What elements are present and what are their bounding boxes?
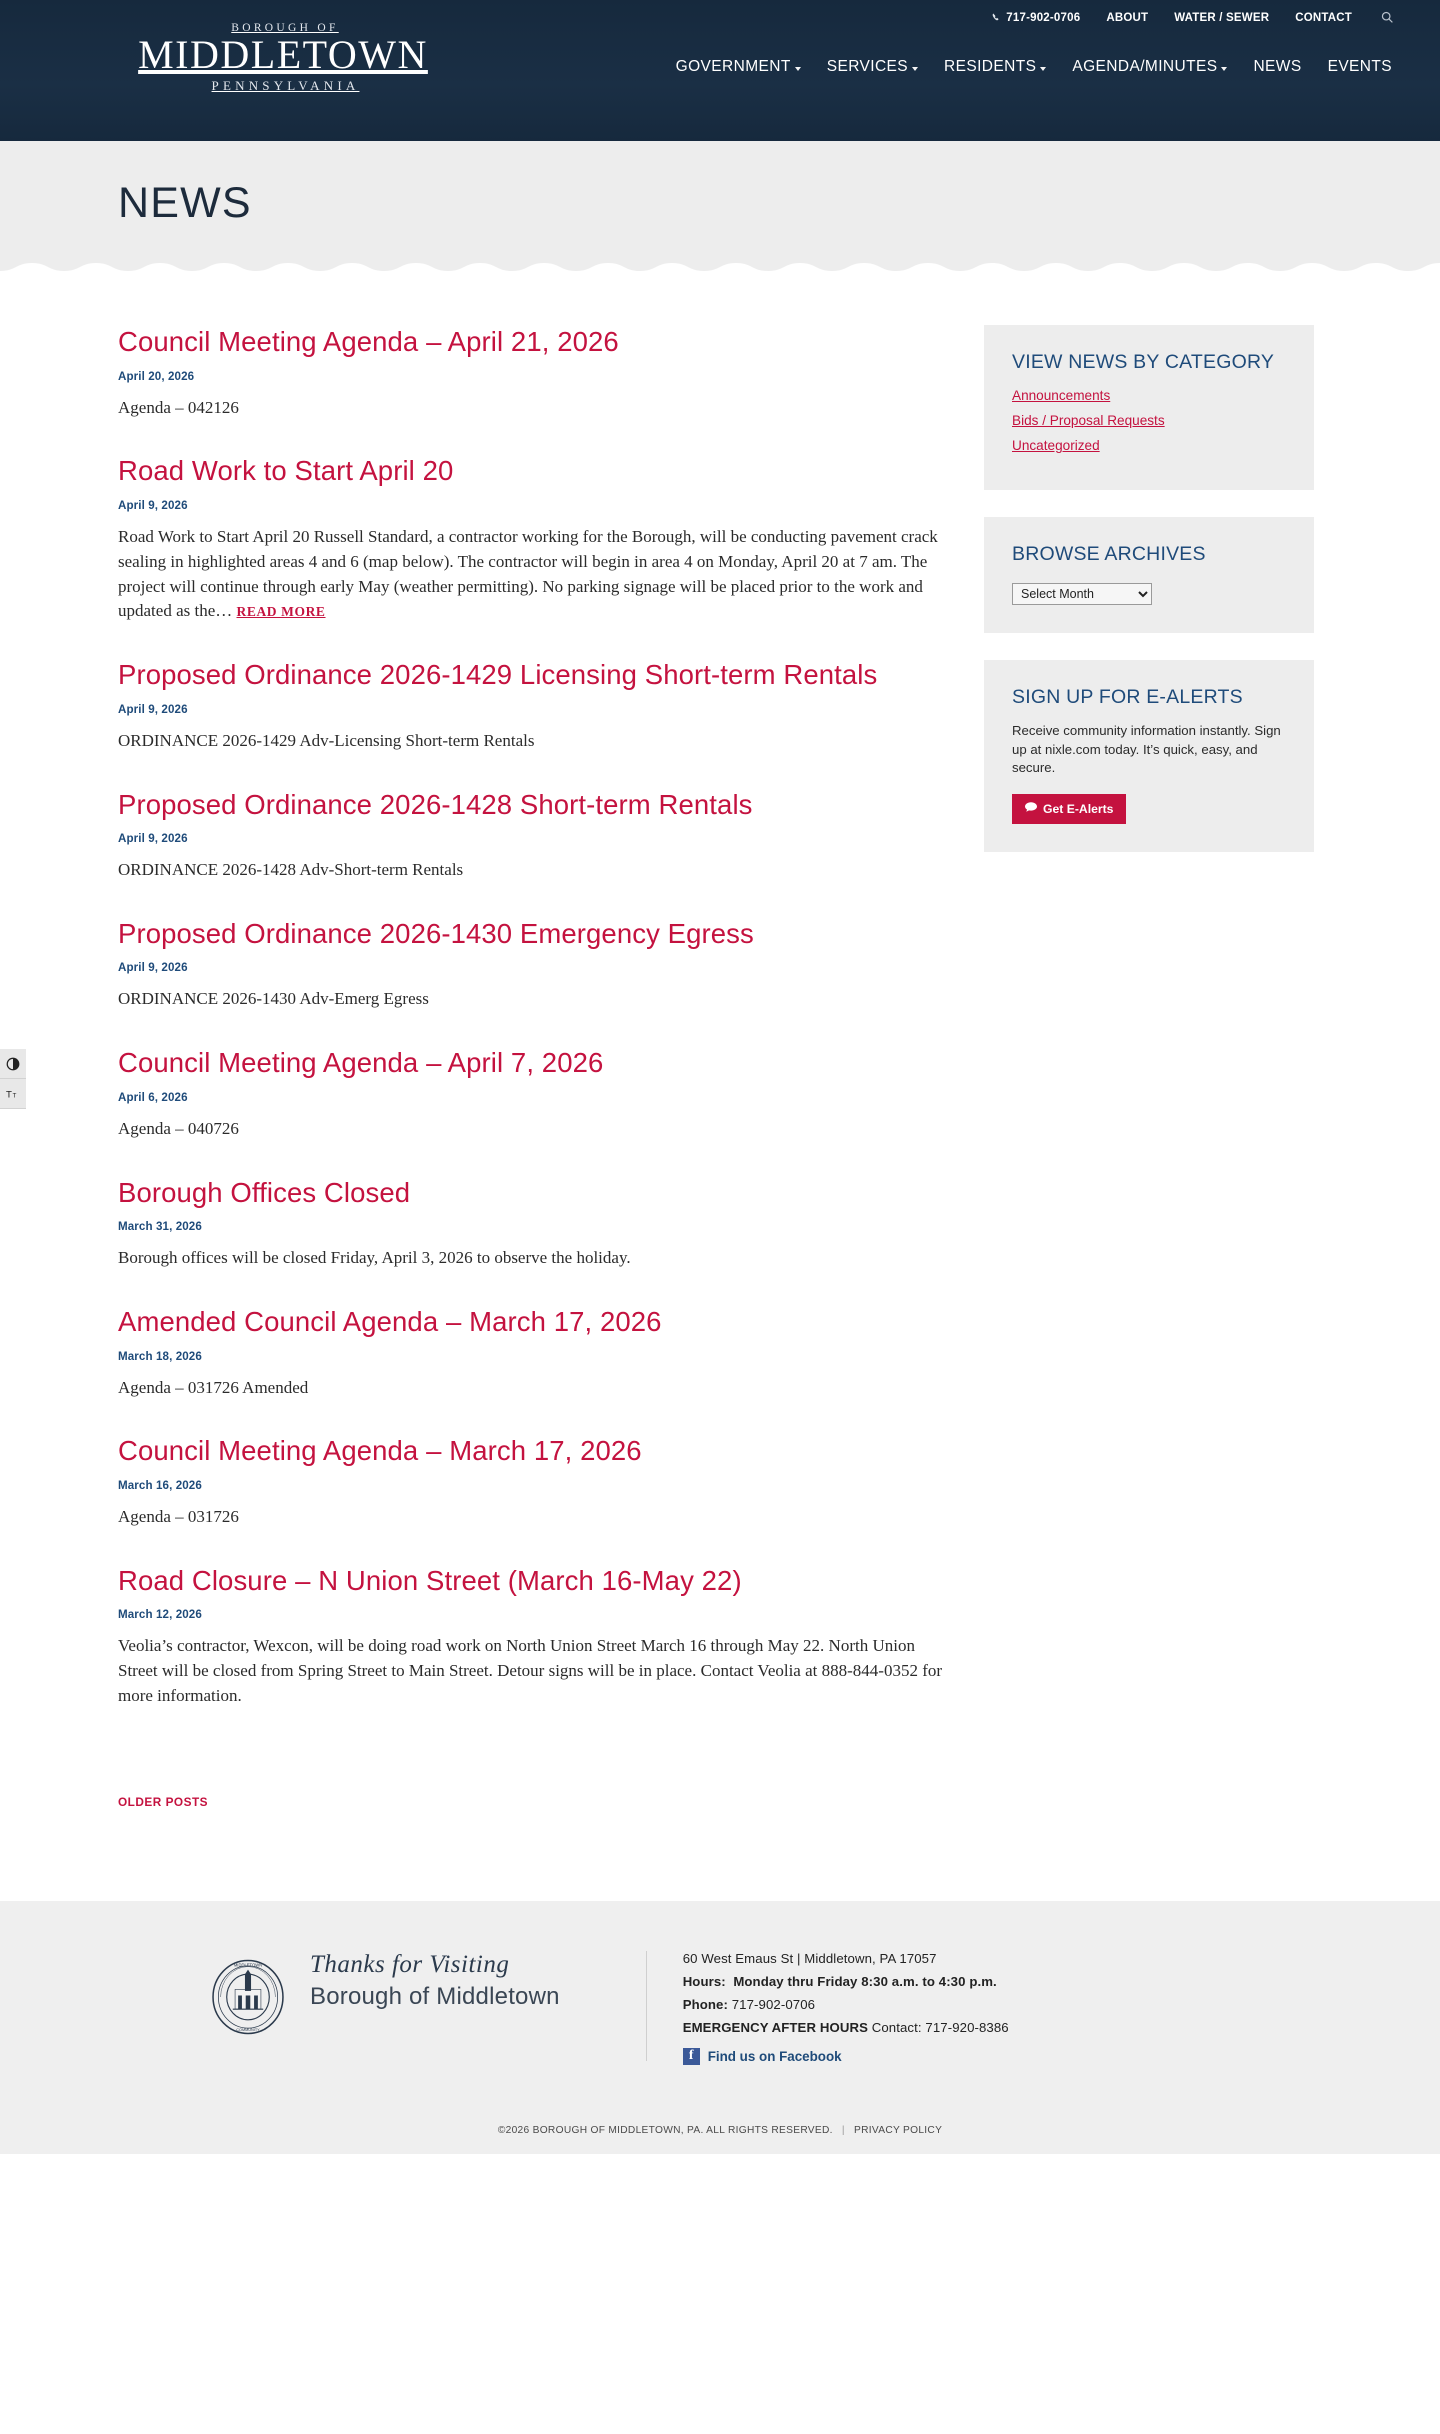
widget-e-alerts <box>984 660 1314 852</box>
phone-label: Phone: <box>682 1996 728 2012</box>
news-item <box>118 658 956 753</box>
news-item-excerpt: ORDINANCE 2026-1428 Adv-Short-term Rentals <box>118 860 464 880</box>
news-item-excerpt: Road Work to Start April 20 Russell Standard, a contractor working for the Borough, will be conducting pavement crack sealing in highlighted areas 4 and 6 (map below). The contractor will begin in area 4 on Monday, April 20 at 7 am. The project will continue through early May (weather permitting). No parking signage will be placed prior to the work and updated as the… READ MORE <box>118 526 938 621</box>
news-item-link[interactable]: Proposed Ordinance 2026-1430 Emergency Egress <box>118 917 754 949</box>
news-item-title <box>118 454 938 488</box>
list-item <box>1012 412 1286 430</box>
news-item-title <box>118 1046 938 1080</box>
news-item <box>118 1305 956 1400</box>
list-item <box>1012 437 1286 455</box>
news-item-link[interactable]: Council Meeting Agenda – March 17, 2026 <box>118 1435 642 1467</box>
logo-line-middletown: MIDDLETOWN <box>138 32 428 77</box>
copyright-separator: | <box>841 2124 845 2136</box>
hours-label: Hours: <box>682 1973 726 1989</box>
nav-label: AGENDA/MINUTES <box>1072 58 1218 75</box>
chevron-down-icon <box>912 67 918 71</box>
news-item-date: April 9, 2026 <box>118 832 188 846</box>
emergency-value: Contact: 717-920-8386 <box>871 2019 1009 2035</box>
nav-item-government[interactable] <box>663 52 814 82</box>
scallop-divider <box>0 259 1440 280</box>
news-item-date: April 20, 2026 <box>118 369 195 383</box>
facebook-icon: f <box>683 2048 700 2065</box>
news-item-title <box>118 1176 938 1210</box>
news-item-excerpt: Agenda – 042126 <box>118 397 239 417</box>
get-e-alerts-label: Get E-Alerts <box>1043 802 1114 817</box>
news-item-link[interactable]: Council Meeting Agenda – April 21, 2026 <box>118 326 619 357</box>
news-item-date: April 9, 2026 <box>118 498 188 512</box>
emergency-label: EMERGENCY AFTER HOURS <box>682 2019 868 2035</box>
category-list <box>1012 387 1286 455</box>
svg-text:MIDDLETOWN: MIDDLETOWN <box>233 1962 263 1968</box>
news-list <box>118 325 956 1811</box>
footer-vertical-divider <box>646 1951 647 2061</box>
news-item <box>118 1434 956 1529</box>
site-logo[interactable] <box>78 22 488 94</box>
footer-hours <box>683 1974 1009 1989</box>
archive-month-select[interactable] <box>1012 583 1152 605</box>
content-wrapper <box>0 280 1440 1901</box>
chevron-down-icon <box>1221 67 1227 71</box>
news-item-date: March 16, 2026 <box>118 1478 202 1492</box>
news-item-title <box>118 325 938 359</box>
news-item <box>118 325 956 420</box>
category-link-bids-proposal-requests[interactable]: Bids / Proposal Requests <box>1012 413 1165 428</box>
widget-browse-archives <box>984 517 1314 633</box>
get-e-alerts-button[interactable] <box>1012 794 1126 824</box>
utility-link-contact[interactable]: CONTACT <box>1295 11 1352 24</box>
news-item-link[interactable]: Proposed Ordinance 2026-1429 Licensing Short-term Rentals <box>118 659 878 691</box>
news-item-excerpt: ORDINANCE 2026-1429 Adv-Licensing Short-term Rentals <box>118 730 535 750</box>
thanks-for-visiting-text: Thanks for Visiting <box>310 1950 510 1978</box>
hours-value: Monday thru Friday 8:30 a.m. to 4:30 p.m. <box>733 1973 997 1989</box>
news-item-link[interactable]: Borough Offices Closed <box>118 1176 411 1208</box>
e-alerts-description: Receive community information instantly. Sign up at nixle.com today. It’s quick, easy, and secure. <box>1012 723 1281 776</box>
footer-contact-info <box>683 1945 1009 2065</box>
news-item-title <box>118 1305 938 1339</box>
news-item <box>118 454 956 624</box>
phone-link[interactable] <box>979 12 1093 24</box>
nav-item-services[interactable] <box>814 52 931 82</box>
chevron-down-icon <box>795 67 801 71</box>
news-item-date: March 31, 2026 <box>118 1220 202 1234</box>
news-item-title <box>118 917 938 951</box>
sidebar <box>984 325 1314 1811</box>
news-item <box>118 788 956 883</box>
primary-nav <box>663 52 1405 82</box>
news-item-date: April 6, 2026 <box>118 1090 188 1104</box>
read-more-link[interactable]: READ MORE <box>236 604 326 620</box>
borough-name-text: Borough of Middletown <box>310 1982 560 2010</box>
nav-item-news[interactable]: NEWS <box>1253 58 1302 75</box>
text-resize-icon[interactable] <box>0 1079 26 1109</box>
news-item-date: April 9, 2026 <box>118 702 188 716</box>
logo-line-pennsylvania: PENNSYLVANIA <box>211 78 360 93</box>
svg-text:T: T <box>12 1092 17 1099</box>
facebook-link[interactable]: Find us on Facebook <box>707 2048 842 2064</box>
widget-title: VIEW NEWS BY CATEGORY <box>1012 351 1275 373</box>
phone-value: 717-902-0706 <box>731 1996 816 2012</box>
news-item-excerpt: Borough offices will be closed Friday, April 3, 2026 to observe the holiday. <box>118 1248 631 1268</box>
site-footer <box>0 1901 1440 2154</box>
privacy-policy-link[interactable]: PRIVACY POLICY <box>854 2124 943 2136</box>
utility-link-water-sewer[interactable]: WATER / SEWER <box>1174 11 1270 24</box>
page-banner <box>0 141 1440 280</box>
phone-icon <box>992 12 1001 23</box>
comment-icon <box>1025 802 1037 816</box>
news-item-date: March 18, 2026 <box>118 1349 202 1363</box>
accessibility-toolbar <box>0 1049 26 1109</box>
site-header <box>0 0 1440 141</box>
nav-item-residents[interactable] <box>931 52 1059 82</box>
copyright-text: ©2026 BOROUGH OF MIDDLETOWN, PA. ALL RIGHTS RESERVED. <box>497 2124 833 2136</box>
facebook-row[interactable] <box>683 2048 1009 2065</box>
news-item-excerpt: ORDINANCE 2026-1430 Adv-Emerg Egress <box>118 989 429 1009</box>
news-item-link[interactable]: Road Closure – N Union Street (March 16-May 22) <box>118 1564 742 1596</box>
borough-seal-icon <box>210 1959 286 2035</box>
category-link-uncategorized[interactable]: Uncategorized <box>1012 438 1100 453</box>
news-item-excerpt: Agenda – 040726 <box>118 1118 239 1138</box>
nav-label: SERVICES <box>826 58 909 75</box>
news-item-excerpt: Agenda – 031726 Amended <box>118 1377 309 1397</box>
nav-label: GOVERNMENT <box>675 58 791 75</box>
news-item-link[interactable]: Road Work to Start April 20 <box>118 455 454 487</box>
footer-thanks <box>310 1945 560 2011</box>
logo-line-borough: BOROUGH OF <box>231 22 339 34</box>
chevron-down-icon <box>1040 67 1046 71</box>
search-icon[interactable] <box>1365 11 1402 24</box>
nav-item-events[interactable]: EVENTS <box>1327 58 1392 75</box>
news-item <box>118 1564 956 1709</box>
phone-number: 717-902-0706 <box>1006 11 1081 24</box>
news-item-date: April 9, 2026 <box>118 961 188 975</box>
contrast-toggle-icon[interactable] <box>0 1049 26 1079</box>
list-item <box>1012 387 1286 405</box>
news-item <box>118 1176 956 1271</box>
widget-title: BROWSE ARCHIVES <box>1012 543 1206 565</box>
svg-text:COMMUNITY: COMMUNITY <box>236 2027 260 2032</box>
utility-link-about[interactable]: ABOUT <box>1106 11 1149 24</box>
footer-address: 60 West Emaus St | Middletown, PA 17057 <box>682 1950 937 1966</box>
category-link-announcements[interactable]: Announcements <box>1012 388 1111 403</box>
nav-item-agenda-minutes[interactable] <box>1059 52 1240 82</box>
widget-news-categories <box>984 325 1314 490</box>
news-item-excerpt: Agenda – 031726 <box>118 1506 239 1526</box>
footer-copyright <box>0 2111 1440 2154</box>
older-posts-link[interactable]: OLDER POSTS <box>118 1794 209 1809</box>
nav-label: RESIDENTS <box>944 58 1037 75</box>
page-title: NEWS <box>118 179 252 227</box>
footer-phone <box>683 1997 1009 2012</box>
news-item-link[interactable]: Amended Council Agenda – March 17, 2026 <box>118 1305 662 1337</box>
news-item-excerpt: Veolia’s contractor, Wexcon, will be doing road work on North Union Street March 16 through May 22. North Union Street will be closed from Spring Street to Main Street. Detour signs will be in place. Contact Veolia at 888-844-0352 for more information. <box>118 1636 943 1705</box>
footer-emergency <box>683 2020 1009 2035</box>
news-item-date: March 12, 2026 <box>118 1608 202 1622</box>
news-item <box>118 917 956 1012</box>
news-item <box>118 1046 956 1141</box>
widget-title: SIGN UP FOR E-ALERTS <box>1012 686 1243 708</box>
news-item-title <box>118 1564 938 1598</box>
news-item-link[interactable]: Proposed Ordinance 2026-1428 Short-term Rentals <box>118 788 753 820</box>
news-item-link[interactable]: Council Meeting Agenda – April 7, 2026 <box>118 1047 604 1079</box>
svg-text:T: T <box>6 1089 12 1100</box>
news-item-title <box>118 658 938 692</box>
news-item-title <box>118 1434 938 1468</box>
news-item-title <box>118 788 938 822</box>
utility-nav <box>979 11 1402 24</box>
